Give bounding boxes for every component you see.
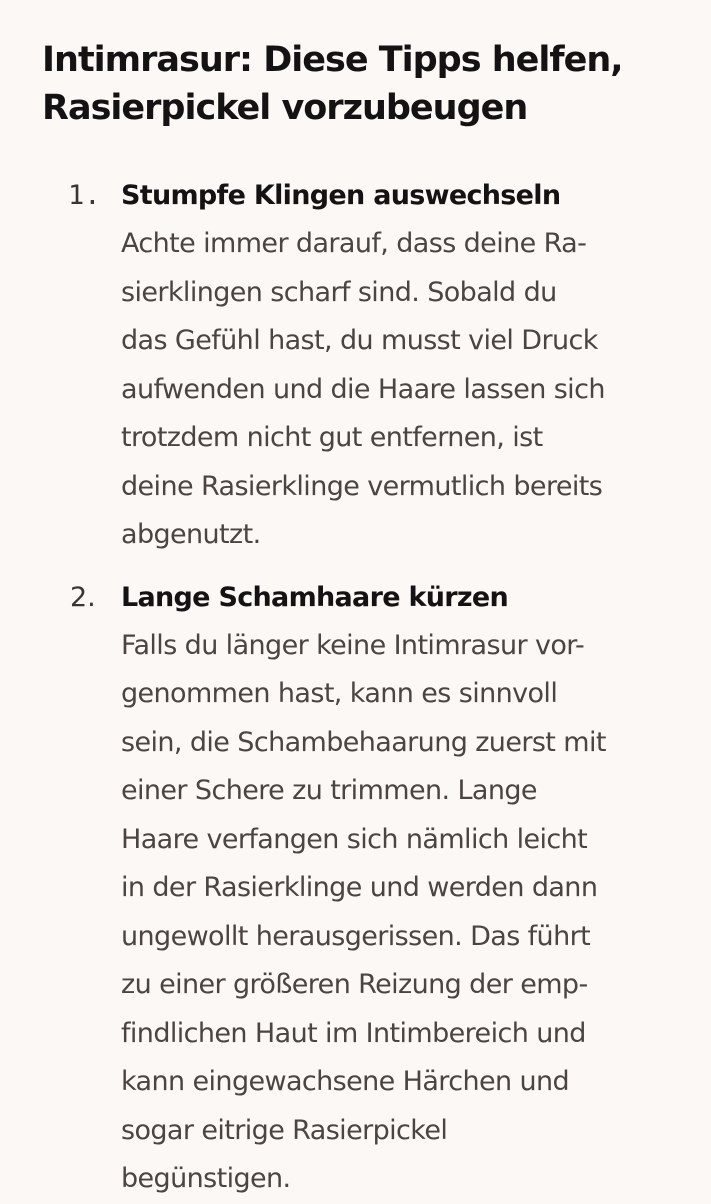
heading-line: Intimrasur: Diese Tipps helfen, (42, 40, 623, 80)
tip-title: Lange Schamhaare kürzen (121, 581, 509, 613)
tip-text-line: sierklingen scharf sind. Sobald du (121, 276, 557, 308)
tip-text-line: ungewollt herausgerissen. Das führt (121, 920, 591, 952)
tip-title: Stumpfe Klingen auswechseln (121, 180, 561, 211)
heading-line: Rasierpickel vorzubeugen (42, 88, 528, 128)
tip-item-1 (42, 172, 677, 560)
tips-list (42, 172, 677, 1204)
tip-text-line: kann eingewachsene Härchen und (121, 1066, 570, 1097)
tip-text-line: Achte immer darauf, dass deine Ra- (121, 228, 587, 259)
tip-text (121, 622, 666, 1204)
tip-text-line: in der Rasierklinge und werden dann (121, 872, 598, 903)
tip-text-line: das Gefühl hast, du musst viel Druck (121, 325, 598, 356)
tip-text-line: sogar eitrige Rasierpickel (121, 1114, 448, 1146)
tip-text-line: deine Rasierklinge vermutlich bereits (121, 470, 603, 502)
tip-text-line: abgenutzt. (121, 519, 261, 550)
tip-number: 1. (68, 180, 101, 211)
tip-text-line: Haare verfangen sich nämlich leicht (121, 823, 588, 855)
tip-text-line: sein, die Schambehaarung zuerst mit (121, 726, 606, 758)
tip-text-line: aufwenden und die Haare lassen sich (121, 373, 605, 405)
tip-text-line: findlichen Haut im Intimbereich und (121, 1017, 586, 1049)
tip-text (121, 220, 666, 560)
tip-text-line: einer Schere zu trimmen. Lange (121, 775, 537, 806)
tip-item-2 (42, 574, 677, 1204)
article-heading (42, 36, 682, 132)
tip-text-line: genommen hast, kann es sinnvoll (121, 678, 558, 709)
tip-text-line: zu einer größeren Reizung der emp- (121, 969, 588, 1000)
tip-number: 2. (70, 581, 96, 613)
tip-text-line: begünstigen. (121, 1163, 291, 1194)
tip-text-line: trotzdem nicht gut entfernen, ist (121, 422, 543, 453)
tip-text-line: Falls du länger keine Intimrasur vor- (121, 629, 585, 661)
